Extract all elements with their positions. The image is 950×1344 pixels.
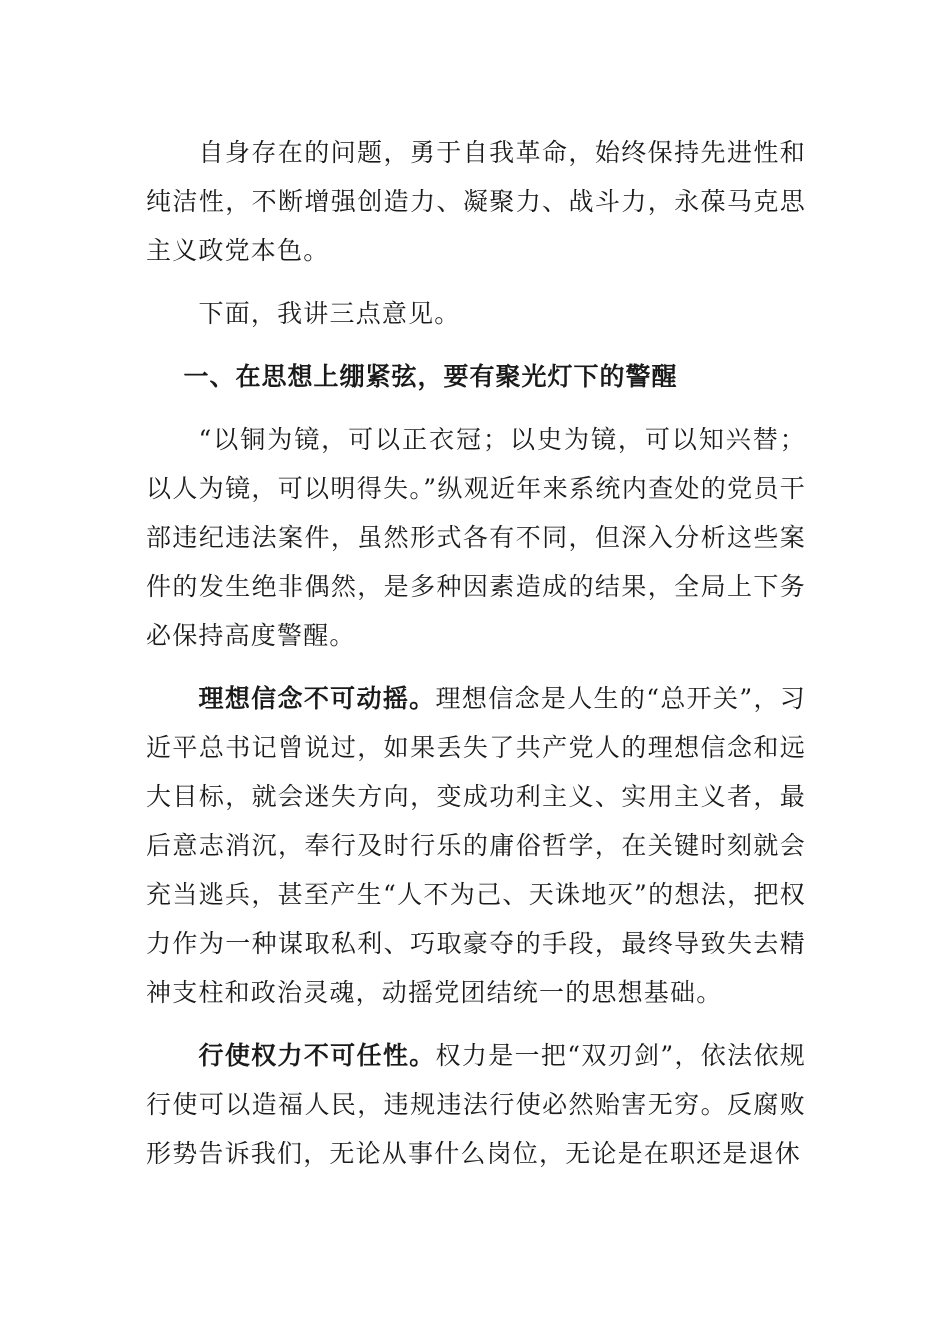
paragraph-text: “以铜为镜，可以正衣冠；以史为镜，可以知兴替；以人为镜，可以明得失。”纵观近年来系统内查处的党员干部违纪违法案件，虽然形式各有不同，但深入分析这些案件的发生绝非偶然，是多种因素造成的结果，全局上下务必保持高度警醒。 [146, 425, 806, 650]
paragraph-text: 自身存在的问题，勇于自我革命，始终保持先进性和纯洁性，不断增强创造力、凝聚力、战斗力，永葆马克思主义政党本色。 [146, 138, 806, 265]
section-heading-1 [146, 352, 806, 401]
paragraph-three-opinions [146, 289, 806, 338]
heading-text: 一、在思想上绷紧弦，要有聚光灯下的警醒 [183, 362, 678, 391]
paragraph-text: 权力是一把“双刃剑”，依法依规行使可以造福人民，违规违法行使必然贻害无穷。反腐败形势告诉我们，无论从事什么岗位，无论是在职还是退休 [146, 1041, 806, 1168]
paragraph-ideals-beliefs [146, 674, 806, 1017]
paragraph-party-self-revolution [146, 128, 806, 275]
paragraph-lead: 理想信念不可动摇。 [198, 684, 436, 713]
paragraph-text: 下面，我讲三点意见。 [198, 299, 461, 328]
paragraph-lead: 行使权力不可任性。 [198, 1041, 436, 1070]
paragraph-exercise-power [146, 1031, 806, 1178]
document-body [146, 128, 806, 1192]
paragraph-mirror-quote [146, 415, 806, 660]
paragraph-text: 理想信念是人生的“总开关”，习近平总书记曾说过，如果丢失了共产党人的理想信念和远大目标，就会迷失方向，变成功利主义、实用主义者，最后意志消沉，奉行及时行乐的庸俗哲学，在关键时刻就会充当逃兵，甚至产生“人不为己、天诛地灭”的想法，把权力作为一种谋取私利、巧取豪夺的手段，最终导致失去精神支柱和政治灵魂，动摇党团结统一的思想基础。 [146, 684, 806, 1007]
